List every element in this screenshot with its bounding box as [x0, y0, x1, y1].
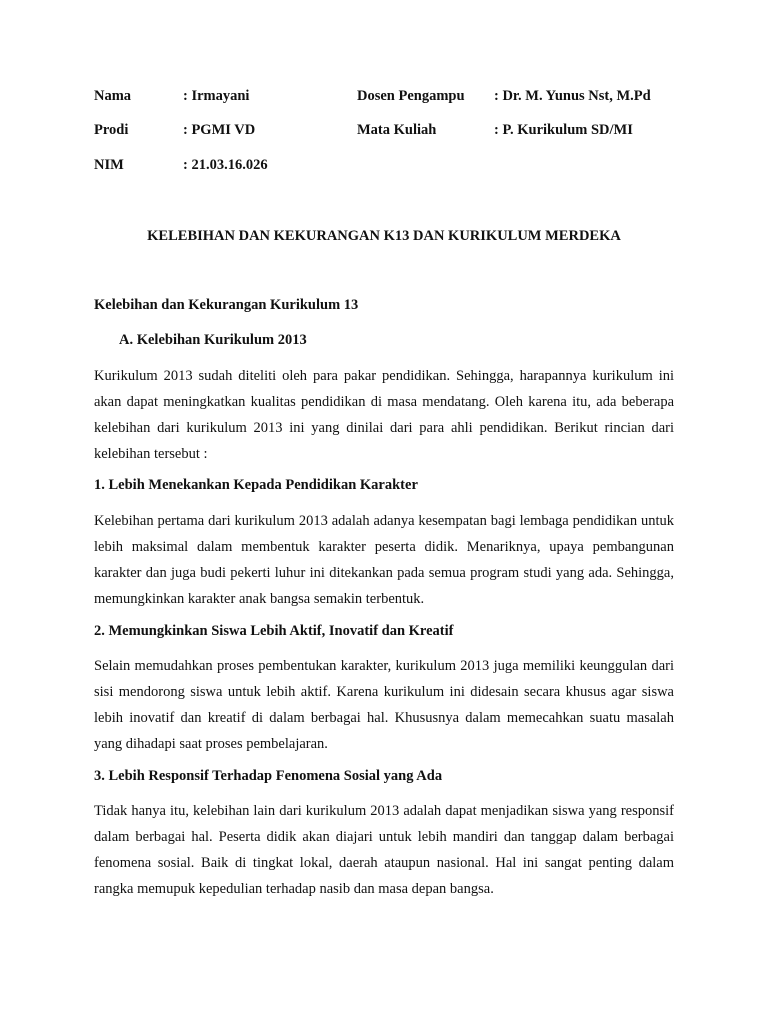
point-2-heading: 2. Memungkinkan Siswa Lebih Aktif, Inovatif dan Kreatif: [94, 623, 454, 639]
point-3-body: Tidak hanya itu, kelebihan lain dari kurikulum 2013 adalah dapat menjadikan siswa yang responsif dalam berbagai hal. Peserta didik akan diajari untuk lebih mandiri dan tanggap dalam berbagai fenomena sosial. Baik di tingkat lokal, daerah ataupun nasional. Hal ini sangat penting dalam rangka memupuk kepedulian terhadap nasib dan masa depan bangsa.: [94, 803, 674, 897]
matkul-label: Mata Kuliah: [357, 122, 437, 138]
point-1-heading: 1. Lebih Menekankan Kepada Pendidikan Karakter: [94, 477, 418, 493]
section-heading: Kelebihan dan Kekurangan Kurikulum 13: [94, 297, 359, 313]
point-2-body: Selain memudahkan proses pembentukan karakter, kurikulum 2013 juga memiliki keunggulan dari sisi mendorong siswa untuk lebih aktif. Karena kurikulum ini didesain secara khusus agar siswa lebih inovatif dan kreatif di dalam berbagai hal. Khususnya dalam memecahkan suatu masalah yang dihadapi saat proses pembelajaran.: [94, 658, 674, 752]
document-title: KELEBIHAN DAN KEKURANGAN K13 DAN KURIKULUM MERDEKA: [147, 228, 621, 244]
matkul-value: : P. Kurikulum SD/MI: [494, 122, 633, 138]
subsection-heading: A. Kelebihan Kurikulum 2013: [119, 332, 307, 348]
prodi-label: Prodi: [94, 122, 129, 138]
nama-label: Nama: [94, 88, 132, 104]
point-1-body: Kelebihan pertama dari kurikulum 2013 adalah adanya kesempatan bagi lembaga pendidikan untuk lebih maksimal dalam membentuk karakter peserta didik. Menariknya, upaya pembangunan karakter dan juga budi pekerti luhur ini ditekankan pada semua program studi yang ada. Sehingga, memungkinkan karakter anak bangsa semakin terbentuk.: [94, 513, 674, 607]
nim-label: NIM: [94, 157, 124, 173]
dosen-value: : Dr. M. Yunus Nst, M.Pd: [494, 88, 651, 104]
nama-value: : Irmayani: [183, 88, 250, 104]
prodi-value: : PGMI VD: [183, 122, 256, 138]
intro-paragraph: Kurikulum 2013 sudah diteliti oleh para pakar pendidikan. Sehingga, harapannya kurikulum ini akan dapat meningkatkan kualitas pendidikan di masa mendatang. Oleh karena itu, ada beberapa kelebihan dari kurikulum 2013 ini yang dinilai dari para ahli pendidikan. Berikut rincian dari kelebihan tersebut :: [94, 368, 674, 462]
dosen-label: Dosen Pengampu: [357, 88, 465, 104]
nim-value: : 21.03.16.026: [183, 157, 268, 173]
point-3-heading: 3. Lebih Responsif Terhadap Fenomena Sosial yang Ada: [94, 768, 443, 784]
